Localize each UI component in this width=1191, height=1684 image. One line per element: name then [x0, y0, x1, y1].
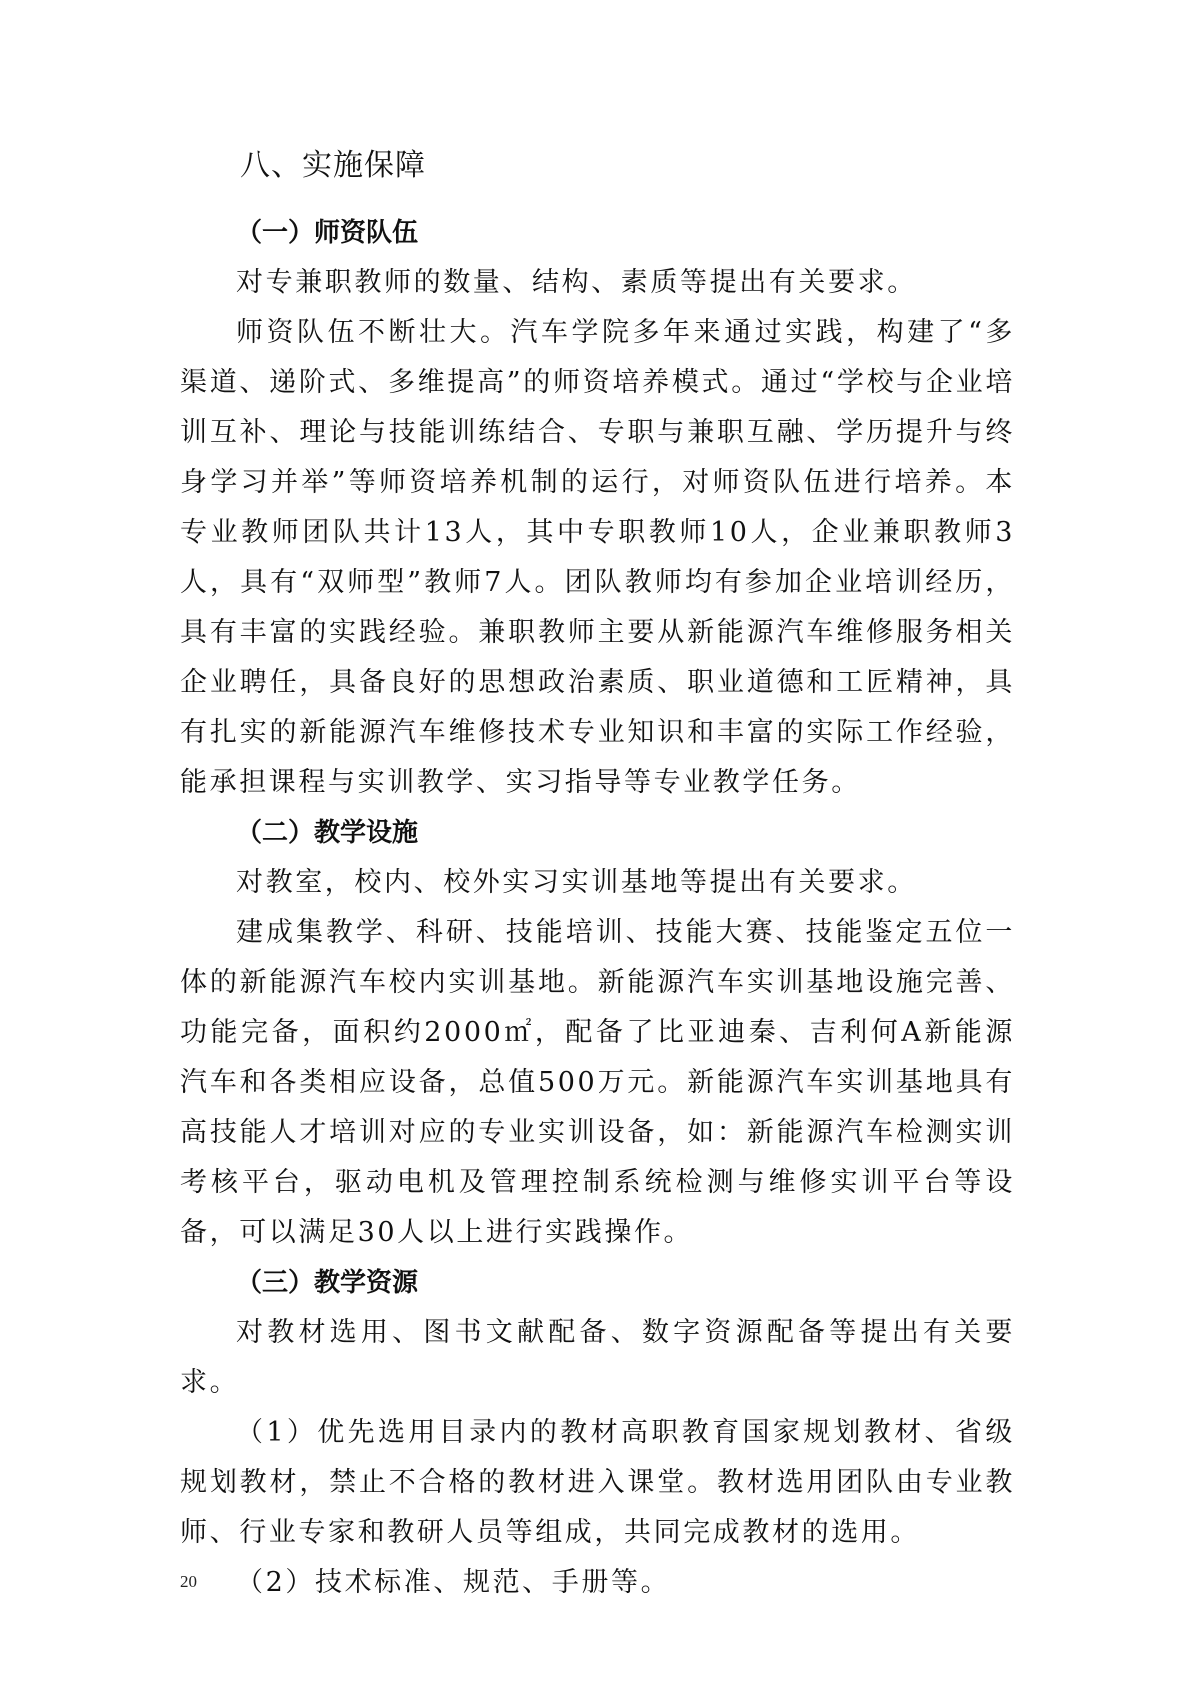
subsection-heading-teachers: （一）师资队伍 — [236, 218, 419, 248]
paragraph: 对教材选用、图书文献配备、数字资源配备等提出有关要求。 — [180, 1317, 1015, 1398]
section-title: 八、实施保障 — [240, 148, 426, 183]
paragraph: （1）优先选用目录内的教材高职教育国家规划教材、省级规划教材，禁止不合格的教材进入课堂。教材选用团队由专业教师、行业专家和教研人员等组成，共同完成教材的选用。 — [180, 1417, 1015, 1548]
paragraph: 师资队伍不断壮大。汽车学院多年来通过实践，构建了“多渠道、递阶式、多维提高”的师资培养模式。通过“学校与企业培训互补、理论与技能训练结合、专职与兼职互融、学历提升与终身学习并举”等师资培养机制的运行，对师资队伍进行培养。本专业教师团队共计13人，其中专职教师10人，企业兼职教师3人，具有“双师型”教师7人。团队教师均有参加企业培训经历，具有丰富的实践经验。兼职教师主要从新能源汽车维修服务相关企业聘任，具备良好的思想政治素质、职业道德和工匠精神，具有扎实的新能源汽车维修技术专业知识和丰富的实际工作经验，能承担课程与实训教学、实习指导等专业教学任务。 — [180, 317, 1015, 798]
subsection-heading-facilities: （二）教学设施 — [236, 818, 419, 848]
paragraph: 建成集教学、科研、技能培训、技能大赛、技能鉴定五位一体的新能源汽车校内实训基地。新能源汽车实训基地设施完善、功能完备，面积约2000㎡，配备了比亚迪秦、吉利何A新能源汽车和各类相应设备，总值500万元。新能源汽车实训基地具有高技能人才培训对应的专业实训设备，如：新能源汽车检测实训考核平台，驱动电机及管理控制系统检测与维修实训平台等设备，可以满足30人以上进行实践操作。 — [180, 917, 1015, 1248]
page-number: 20 — [180, 1572, 197, 1591]
paragraph: 对专兼职教师的数量、结构、素质等提出有关要求。 — [236, 267, 917, 298]
subsection-heading-resources: （三）教学资源 — [236, 1268, 419, 1298]
page-content — [180, 140, 1015, 1608]
paragraph: 对教室，校内、校外实习实训基地等提出有关要求。 — [236, 867, 917, 898]
paragraph: （2）技术标准、规范、手册等。 — [236, 1567, 671, 1598]
